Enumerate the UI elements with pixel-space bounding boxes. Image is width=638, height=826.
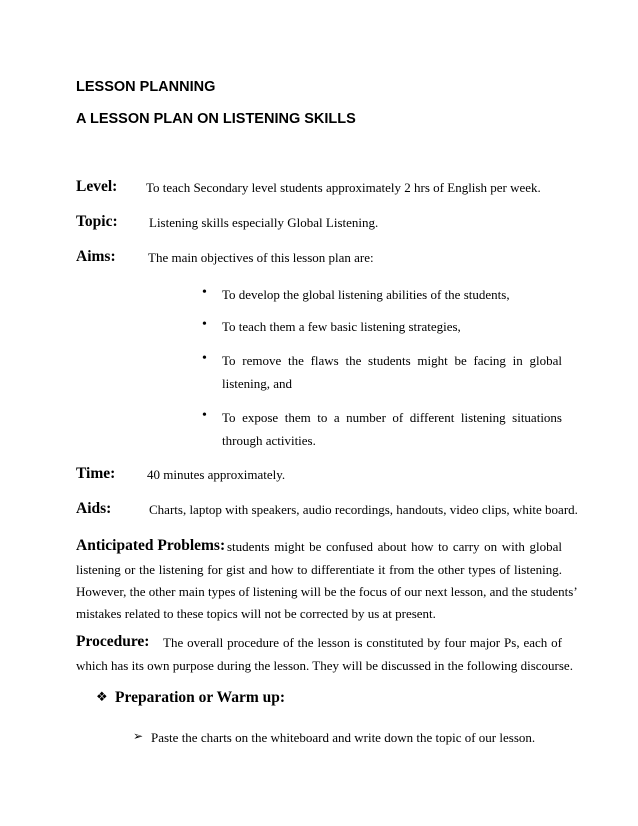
topic-text: Listening skills especially Global Listening. [149,215,379,230]
aims-label: Aims: [76,248,116,265]
time-label: Time: [76,465,116,482]
arrow-bullet-icon: ➢ [133,729,144,743]
preparation-heading: Preparation or Warm up: [115,689,286,706]
heading-lesson-planning: LESSON PLANNING [76,79,216,95]
time-text: 40 minutes approximately. [147,467,286,482]
procedure-label: Procedure: [76,633,150,650]
aids-label: Aids: [76,500,112,517]
aims-bullet-1: To develop the global listening abilities of the students, [222,287,510,302]
bullet-icon: • [202,317,207,332]
bullet-icon: • [202,408,207,423]
level-label: Level: [76,178,118,195]
bullet-icon: • [202,351,207,366]
aims-bullet-2: To teach them a few basic listening strategies, [222,319,461,334]
anticipated-problems-label: Anticipated Problems: [76,537,226,554]
heading-lesson-plan-title: A LESSON PLAN ON LISTENING SKILLS [76,111,356,127]
aims-bullet-4-line-1: To expose them to a number of different listening situations [222,410,562,425]
aims-bullet-3-line-1: To remove the flaws the students might be facing in global [222,353,562,368]
anticipated-line-4: mistakes related to these topics will not be corrected by us at present. [76,606,436,621]
aims-bullet-4-line-2: through activities. [222,433,316,448]
aims-bullet-3-line-2: listening, and [222,376,293,391]
topic-label: Topic: [76,213,118,230]
procedure-line-1: The overall procedure of the lesson is constituted by four major Ps, each of [163,635,562,650]
procedure-line-2: which has its own purpose during the lesson. They will be discussed in the following discourse. [76,658,573,673]
aids-text: Charts, laptop with speakers, audio recordings, handouts, video clips, white board. [149,502,578,517]
anticipated-line-1: students might be confused about how to carry on with global [227,539,562,554]
anticipated-line-2: listening or the listening for gist and how to differentiate it from the other types of listening. [76,562,562,577]
diamond-bullet-icon: ❖ [96,690,108,705]
preparation-item: Paste the charts on the whiteboard and write down the topic of our lesson. [151,730,536,745]
aims-text: The main objectives of this lesson plan are: [148,250,374,265]
level-text: To teach Secondary level students approximately 2 hrs of English per week. [146,180,541,195]
bullet-icon: • [202,285,207,300]
anticipated-line-3: However, the other main types of listening will be the focus of our next lesson, and the students’ [76,584,578,599]
